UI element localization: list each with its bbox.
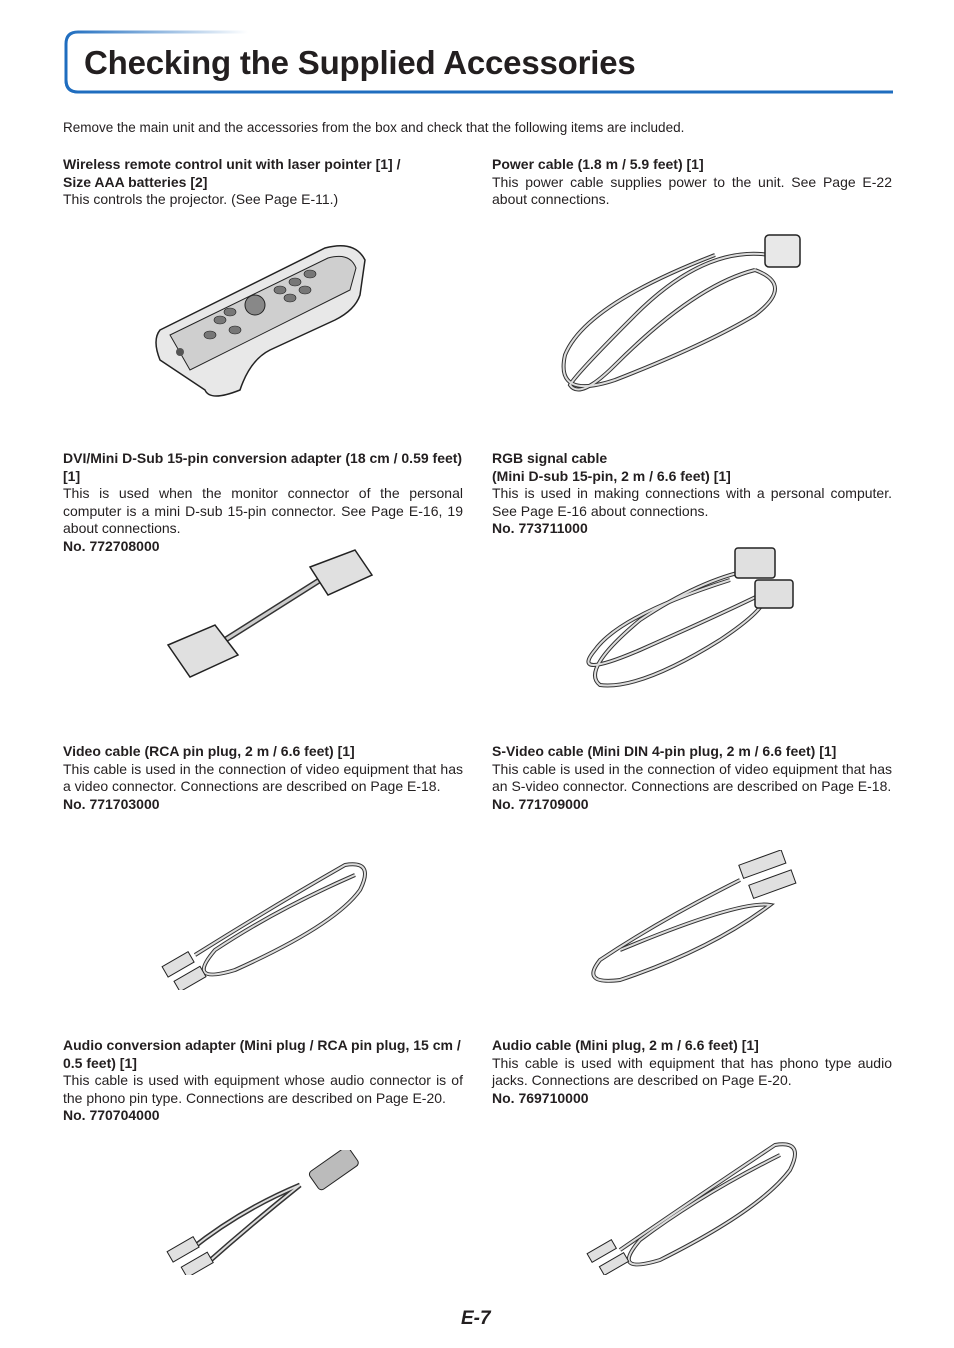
audio-adapter-icon bbox=[160, 1150, 365, 1275]
item-heading: DVI/Mini D-Sub 15-pin conversion adapter (18 cm / 0.59 feet) [1] bbox=[63, 450, 463, 484]
remote-control-icon bbox=[150, 240, 375, 400]
page-title: Checking the Supplied Accessories bbox=[84, 44, 636, 81]
accessory-audio-conversion-adapter bbox=[63, 1037, 463, 1125]
item-part-number: No. 772708000 bbox=[63, 537, 160, 554]
item-part-number: No. 770704000 bbox=[63, 1107, 160, 1124]
rgb-cable-icon bbox=[580, 540, 805, 690]
accessory-power-cable bbox=[492, 156, 892, 209]
item-description: This cable is used in the connection of video equipment that has a video connector. Connections are described on Page E-18. bbox=[63, 760, 463, 795]
dvi-adapter-icon bbox=[160, 545, 380, 685]
item-heading-2: (Mini D-sub 15-pin, 2 m / 6.6 feet) [1] bbox=[492, 467, 731, 484]
item-description: This cable is used with equipment that has phono type audio jacks. Connections are described on Page E-20. bbox=[492, 1054, 892, 1089]
item-heading: S-Video cable (Mini DIN 4-pin plug, 2 m / 6.6 feet) [1] bbox=[492, 743, 837, 759]
item-description: This cable is used with equipment whose audio connector is of the phono pin type. Connections are described on Page E-20. bbox=[63, 1072, 463, 1106]
accessory-audio-cable bbox=[492, 1037, 892, 1107]
intro-text: Remove the main unit and the accessories from the box and check that the following items are included. bbox=[63, 120, 685, 135]
audio-cable-icon bbox=[580, 1135, 805, 1275]
item-heading: Wireless remote control unit with laser pointer [1] / bbox=[63, 156, 401, 172]
item-part-number: No. 771703000 bbox=[63, 795, 160, 812]
item-description: This is used in making connections with a personal computer. See Page E-16 about connections. bbox=[492, 485, 892, 519]
item-description: This is used when the monitor connector of the personal computer is a mini D-sub 15-pin connector. See Page E-16, 19 about connections. bbox=[63, 485, 463, 537]
power-cable-icon bbox=[555, 225, 805, 400]
page-number: E-7 bbox=[461, 1308, 491, 1329]
accessory-rgb-cable bbox=[492, 450, 892, 538]
item-part-number: No. 773711000 bbox=[492, 520, 588, 537]
accessory-s-video-cable bbox=[492, 743, 892, 813]
item-description: This cable is used in the connection of video equipment that has an S-video connector. Connections are described on Page E-18. bbox=[492, 760, 892, 795]
item-description: This power cable supplies power to the unit. See Page E-22 about connections. bbox=[492, 173, 892, 208]
accessory-video-cable bbox=[63, 743, 463, 813]
item-heading: Audio conversion adapter (Mini plug / RCA pin plug, 15 cm / 0.5 feet) [1] bbox=[63, 1037, 461, 1071]
item-heading: Audio cable (Mini plug, 2 m / 6.6 feet) [1] bbox=[492, 1037, 759, 1053]
item-part-number: No. 771709000 bbox=[492, 795, 589, 812]
item-heading-2: Size AAA batteries [2] bbox=[63, 173, 208, 190]
item-heading: Video cable (RCA pin plug, 2 m / 6.6 feet) [1] bbox=[63, 743, 355, 759]
item-heading: RGB signal cable bbox=[492, 450, 608, 466]
item-description: This controls the projector. (See Page E-11.) bbox=[63, 191, 339, 208]
s-video-cable-icon bbox=[580, 850, 805, 990]
video-cable-icon bbox=[155, 855, 370, 990]
accessory-remote-control bbox=[63, 156, 463, 209]
item-part-number: No. 769710000 bbox=[492, 1089, 589, 1106]
accessory-dvi-adapter bbox=[63, 450, 463, 556]
item-heading: Power cable (1.8 m / 5.9 feet) [1] bbox=[492, 156, 704, 172]
